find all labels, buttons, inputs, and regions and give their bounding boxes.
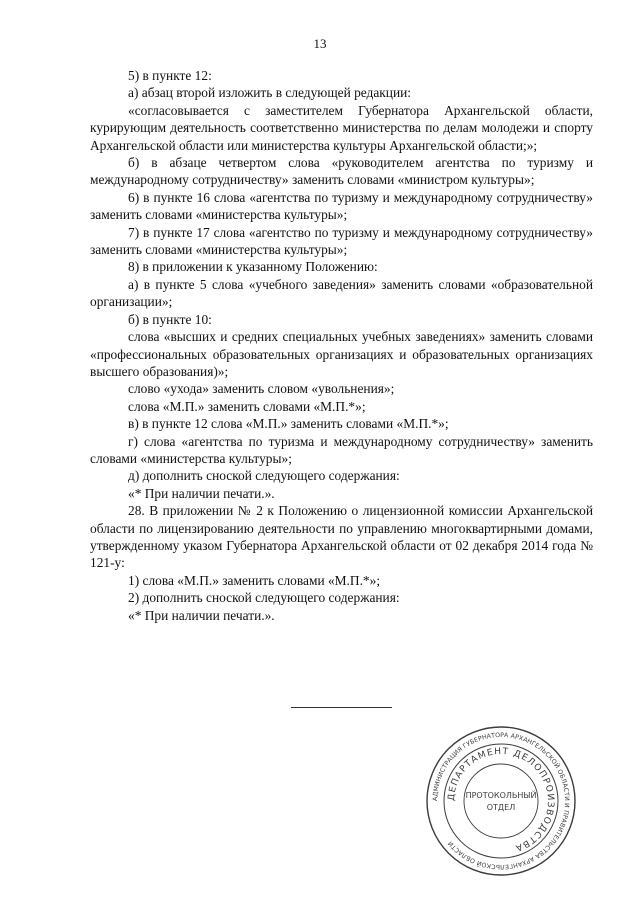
official-stamp [422, 722, 580, 880]
paragraph: слово «ухода» заменить словом «увольнения»; [128, 381, 395, 397]
paragraph: слова «высших и средних специальных учебных заведениях» заменить словами «профессиональных образовательных организациях и образовательных организациях высшего образования)»; [90, 329, 593, 379]
paragraph: «* При наличии печати.». [128, 485, 275, 501]
stamp-seal-icon [422, 722, 580, 880]
paragraph: 2) дополнить сноской следующего содержания: [128, 590, 400, 606]
paragraph: а) в пункте 5 слова «учебного заведения» заменить словами «образовательной организации»; [90, 276, 593, 310]
end-divider [291, 707, 392, 708]
paragraph: в) в пункте 12 слова «М.П.» заменить словами «М.П.*»; [128, 416, 449, 432]
paragraph: 7) в пункте 17 слова «агентство по туризму и международному сотрудничеству» заменить словами «министерства культуры»; [90, 224, 593, 258]
page-number: 13 [313, 36, 327, 51]
stamp-inner-text: ДЕПАРТАМЕНТ ДЕЛОПРОИЗВОДСТВА [446, 746, 556, 853]
paragraph: «* При наличии печати.». [128, 607, 275, 623]
paragraph: «согласовывается с заместителем Губернатора Архангельской области, курирующим деятельность соответственно министерства по делам молодежи и спорту Архангельской области или министерства культуры Архангельской области;»; [90, 102, 593, 153]
stamp-center-line1: ПРОТОКОЛЬНЫЙ [465, 791, 537, 800]
document-body [90, 67, 593, 624]
paragraph: 5) в пункте 12: [128, 68, 212, 83]
paragraph: 6) в пункте 16 слова «агентства по туризму и международному сотрудничеству» заменить словами «министерства культуры»; [90, 189, 593, 223]
paragraph: 28. В приложении № 2 к Положению о лицензионной комиссии Архангельской области по лицензированию деятельности по управлению многоквартирными домами, утвержденному указом Губернатора Архангельской области от 02 декабря 2014 года № 121-у: [90, 503, 593, 571]
paragraph: г) слова «агентства по туризма и международному сотрудничеству» заменить словами «министерства культуры»; [90, 433, 593, 466]
stamp-mid-ring [444, 744, 558, 858]
stamp-inner-ring [464, 764, 538, 838]
paragraph: д) дополнить сноской следующего содержания: [128, 468, 400, 484]
paragraph: 1) слова «М.П.» заменить словами «М.П.*»; [128, 572, 381, 588]
stamp-outer-text: АДМИНИСТРАЦИЯ ГУБЕРНАТОРА АРХАНГЕЛЬСКОЙ ОБЛАСТИ И ПРАВИТЕЛЬСТВА АРХАНГЕЛЬСКОЙ ОБЛАСТИ [431, 731, 571, 871]
paragraph: слова «М.П.» заменить словами «М.П.*»; [128, 398, 366, 414]
stamp-center-line2: ОТДЕЛ [486, 803, 516, 812]
paragraph: 8) в приложении к указанному Положению: [128, 259, 378, 275]
paragraph: б) в пункте 10: [128, 311, 212, 327]
paragraph: б) в абзаце четвертом слова «руководителем агентства по туризму и международному сотрудничеству» заменить словами «министром культуры»; [90, 155, 593, 188]
paragraph: а) абзац второй изложить в следующей редакции: [128, 85, 412, 101]
